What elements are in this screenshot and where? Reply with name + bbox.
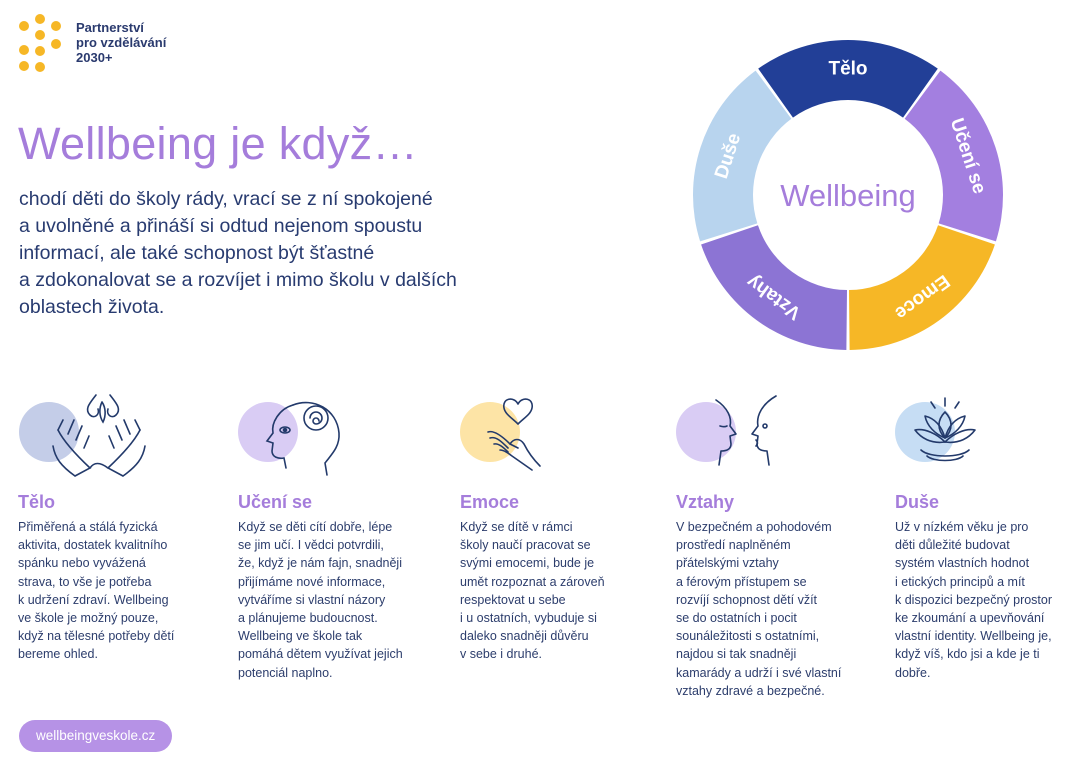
wheel-segment [905, 71, 1003, 242]
card-title: Vztahy [676, 492, 735, 512]
card-line: umět rozpoznat a zároveň [460, 574, 605, 589]
card-line: Už v nízkém věku je pro [895, 520, 1029, 534]
website-link[interactable]: wellbeingveskole.cz [19, 720, 172, 752]
hands-water-icon [18, 390, 158, 480]
card-line: a plánujeme budoucnost. [238, 611, 378, 626]
card-line: Když se dítě v rámci [460, 520, 573, 534]
card-line: i etických principů a mít [895, 574, 1025, 589]
card-title: Učení se [238, 492, 313, 512]
card-line: vlastní identity. Wellbeing je, [895, 629, 1052, 644]
intro-line: informací, ale také schopnost být šťastné [19, 242, 375, 264]
logo-text [76, 20, 166, 72]
card-line: Přiměřená a stálá fyzická [18, 520, 158, 534]
wheel-center-label: Wellbeing [780, 178, 916, 213]
card-line: se do ostatních i pocit [676, 611, 797, 626]
card-line: Wellbeing ve škole tak [238, 629, 363, 644]
card-body [895, 518, 1087, 682]
card-body [676, 518, 876, 700]
card-line: kamarády a udrží i své vlastní [676, 665, 842, 680]
card-line: ve škole je možný pouze, [18, 611, 159, 626]
card-line: v sebe i druhé. [460, 647, 542, 662]
page-title: Wellbeing je když… [18, 118, 418, 169]
card-title: Duše [895, 492, 940, 512]
intro-line: a uvolněné a přináší si odtud nejenom spoustu [19, 215, 423, 237]
card-line: vytváříme si vlastní názory [238, 592, 386, 607]
card-body [18, 518, 218, 664]
hand-heart-icon [460, 390, 600, 480]
card-line: přátelskými vztahy [676, 556, 779, 571]
card-line: k dispozici bezpečný prostor [895, 592, 1053, 607]
card-line: potenciál naplno. [238, 665, 333, 680]
card-line: vztahy zdravé a bezpečné. [676, 683, 825, 698]
head-spiral-icon [238, 390, 378, 480]
logo-line: Partnerství [76, 20, 144, 35]
card-line: daleko snadněji důvěru [460, 629, 589, 644]
logo-line: pro vzdělávání [76, 35, 167, 50]
card-telo [18, 390, 213, 662]
card-line: přijímáme nové informace, [238, 574, 386, 589]
wheel-segment-label: Učení se [945, 115, 990, 197]
wheel-segment-label: Emoce [890, 270, 954, 324]
card-line: pomáhá dětem využívat jejich [238, 647, 403, 662]
card-line: se jim učí. I vědci potvrdili, [238, 538, 384, 553]
card-line: když víš, kdo jsi a kde je ti [895, 647, 1040, 662]
card-line: strava, to vše je potřeba [18, 574, 152, 589]
card-line: ke zkoumání a upevňování [895, 611, 1045, 626]
card-title: Emoce [460, 492, 520, 512]
wheel-segment [693, 71, 791, 242]
card-body [238, 518, 438, 682]
card-line: prostředí naplněném [676, 538, 791, 553]
wellbeing-wheel [688, 30, 1018, 360]
card-duse [895, 390, 1087, 680]
card-line: Když se děti cítí dobře, lépe [238, 520, 393, 534]
logo [16, 14, 166, 72]
card-line: najdou si tak snadněji [676, 647, 797, 662]
card-line: dobře. [895, 665, 931, 680]
intro-line: oblastech života. [19, 296, 165, 318]
card-line: spánku nebo vyvážená [18, 556, 146, 571]
card-line: V bezpečném a pohodovém [676, 520, 832, 534]
card-title: Tělo [18, 492, 56, 512]
card-line: rozvíjí schopnost dětí vžít [676, 592, 818, 607]
intro-paragraph [19, 186, 539, 321]
card-line: systém vlastních hodnot [895, 556, 1030, 571]
card-vztahy [676, 390, 871, 698]
wheel-segment-label: Vztahy [742, 270, 805, 324]
card-emoce [460, 390, 655, 662]
card-line: že, když je nám fajn, snadněji [238, 556, 402, 571]
two-faces-icon [676, 390, 816, 480]
wheel-segment-label: Tělo [828, 58, 868, 80]
card-line: děti důležité budovat [895, 538, 1010, 553]
intro-line: chodí děti do školy rády, vrací se z ní spokojené [19, 188, 433, 210]
card-line: i u ostatních, vybuduje si [460, 611, 597, 626]
card-uceni-se [238, 390, 433, 680]
card-line: aktivita, dostatek kvalitního [18, 538, 168, 553]
logo-line: 2030+ [76, 50, 113, 65]
logo-dots-icon [16, 14, 64, 72]
card-line: když na tělesné potřeby dětí [18, 629, 175, 644]
card-line: svými emocemi, bude je [460, 556, 595, 571]
card-line: bereme ohled. [18, 647, 98, 662]
card-line: respektovat u sebe [460, 592, 566, 607]
card-line: školy naučí pracovat se [460, 538, 591, 553]
card-line: a férovým přístupem se [676, 574, 807, 589]
lotus-icon [895, 390, 1035, 480]
card-body [460, 518, 660, 664]
wheel-segment-label: Duše [711, 130, 746, 182]
card-line: sounáležitosti s ostatními, [676, 629, 820, 644]
intro-line: a zdokonalovat se a rozvíjet i mimo školu v dalších [19, 269, 457, 291]
card-line: k udržení zdraví. Wellbeing [18, 592, 169, 607]
